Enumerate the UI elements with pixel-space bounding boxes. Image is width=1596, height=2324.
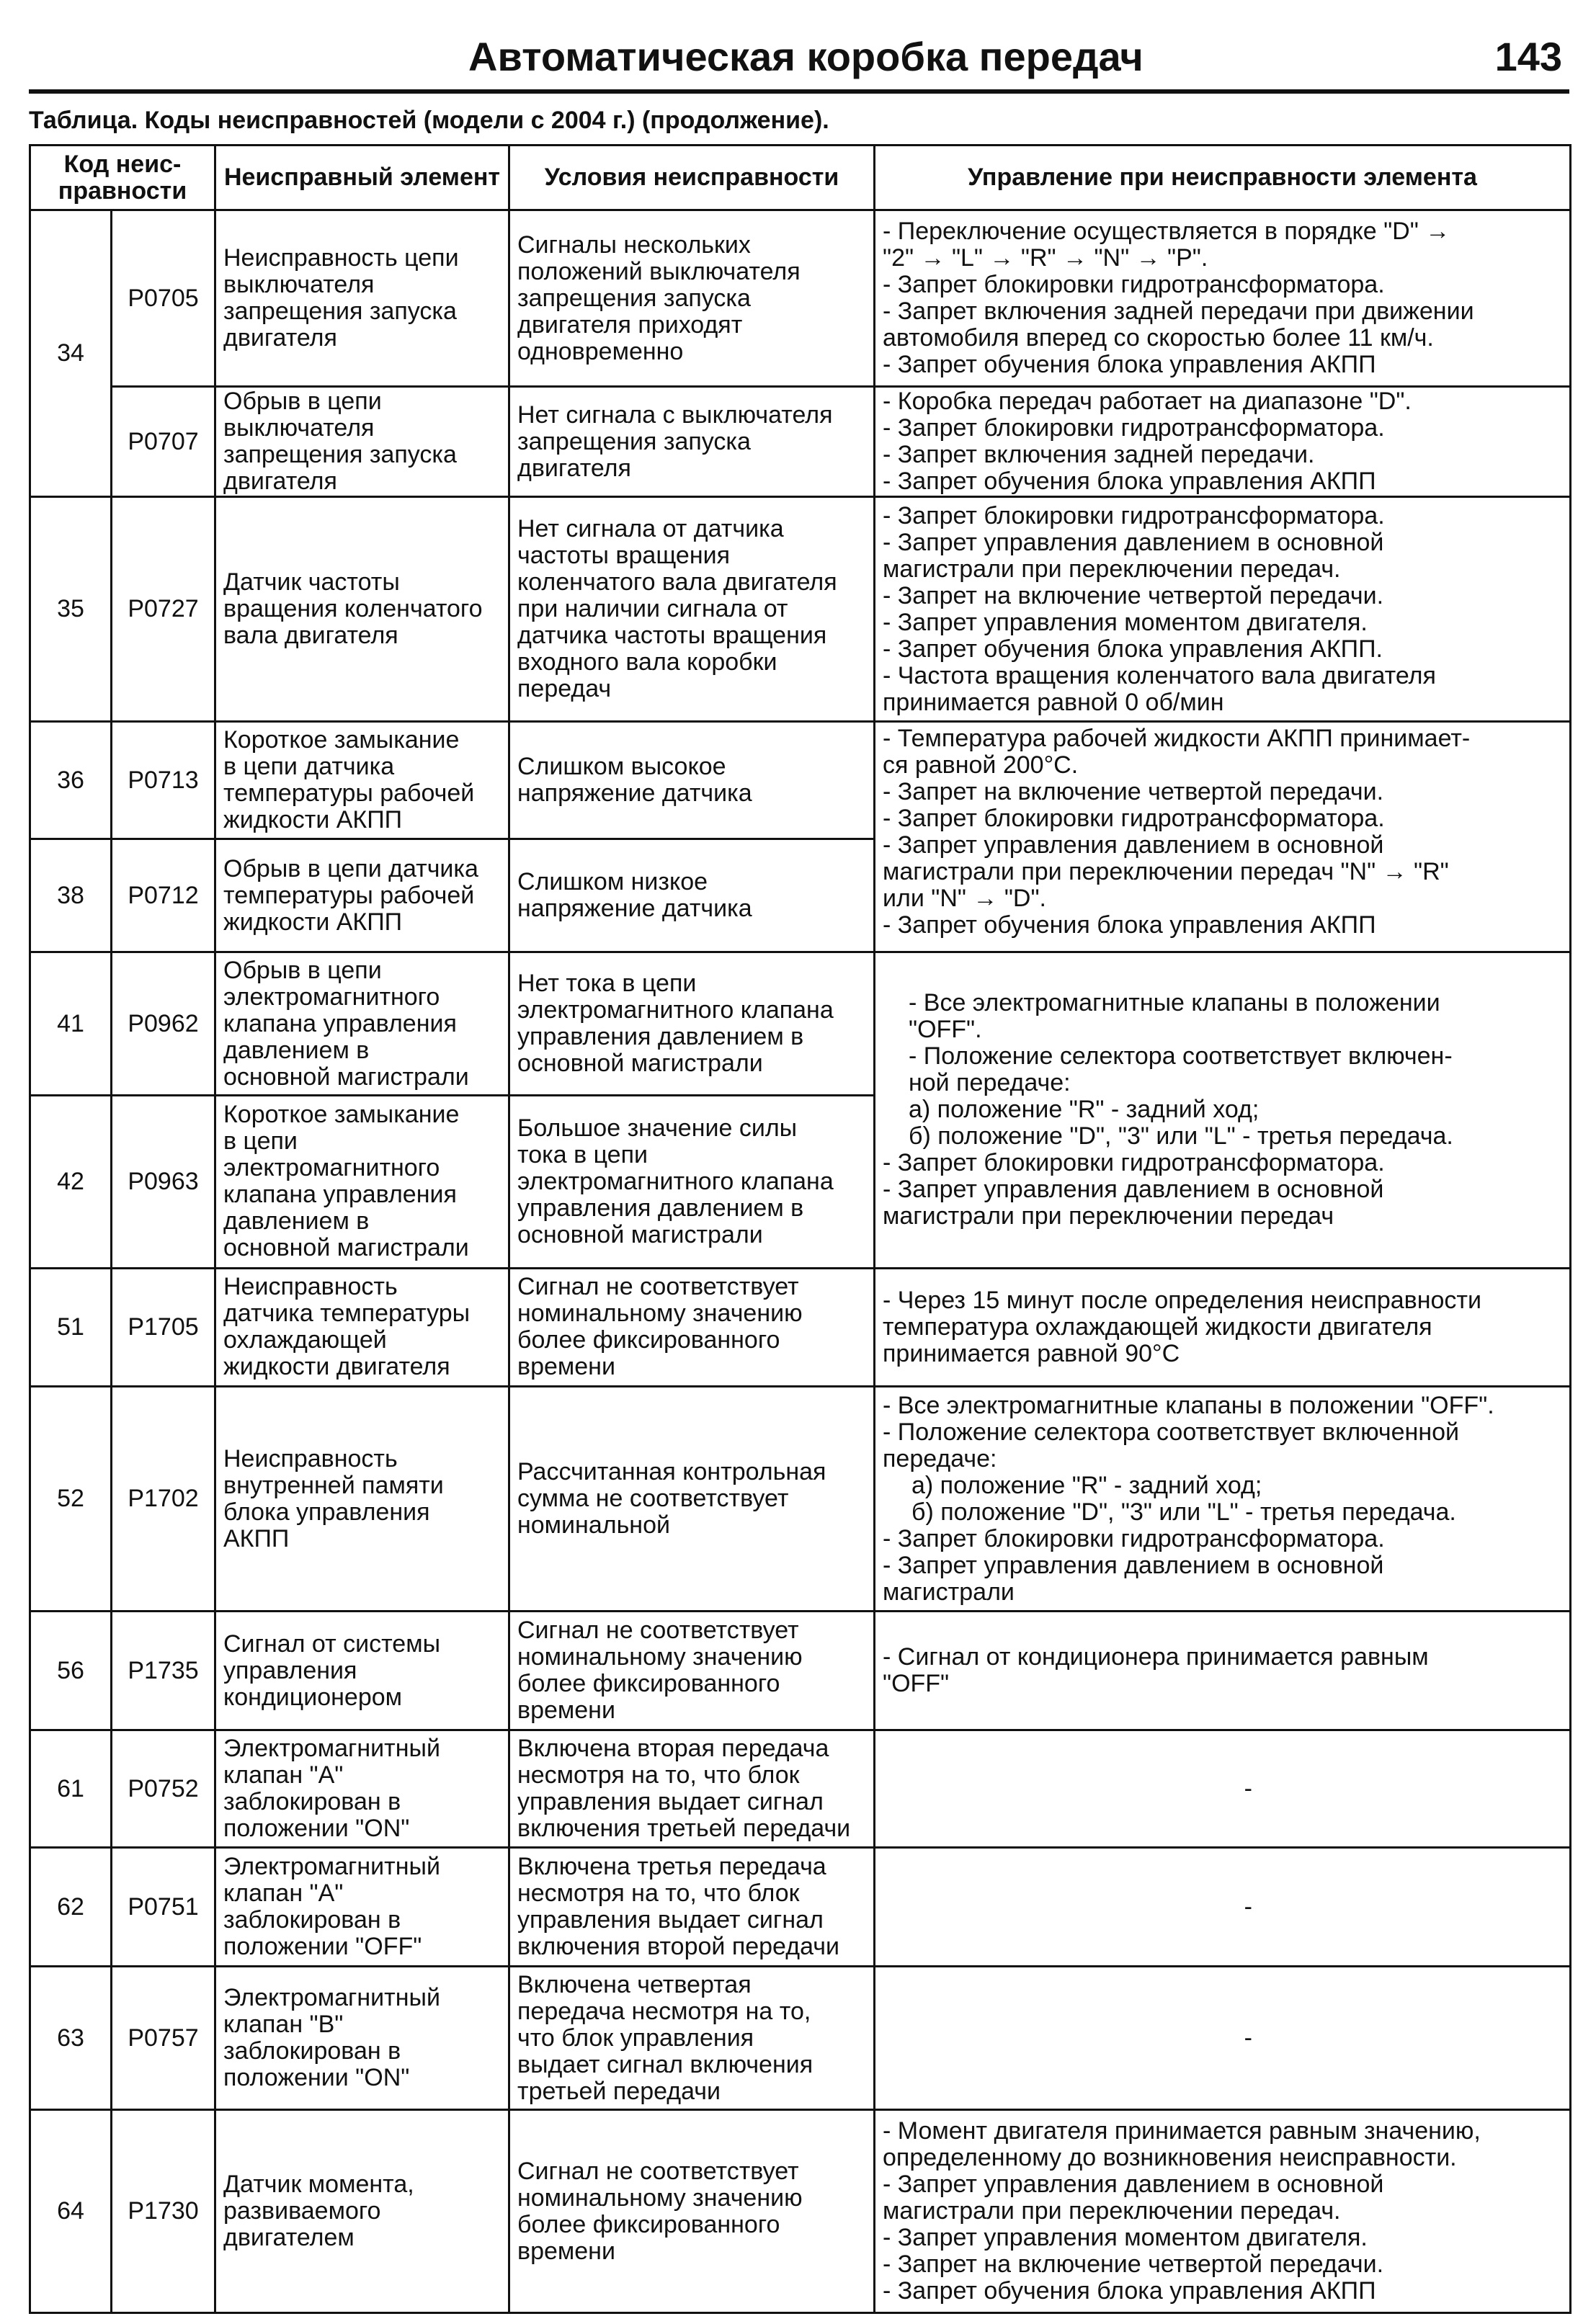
- fault-control: [875, 722, 1571, 952]
- fault-control: [875, 1848, 1571, 1967]
- cell-line: - Запрет управления давлением в основной: [883, 831, 1384, 859]
- cell-line: вала двигателя: [223, 622, 398, 650]
- cell-line: - Запрет блокировки гидротрансформатора.: [883, 1524, 1385, 1552]
- fault-element: [215, 1096, 509, 1268]
- cell-line: напряжение датчика: [517, 779, 752, 808]
- cell-line: - Запрет управления моментом двигателя.: [883, 2224, 1368, 2252]
- cell-line: включения третьей передачи: [517, 1815, 851, 1843]
- fault-code: P0752: [112, 1730, 215, 1848]
- cell-line: более фиксированного: [517, 2210, 780, 2238]
- fault-code: P1702: [112, 1387, 215, 1612]
- fault-element: [215, 2110, 509, 2313]
- fault-code: P0963: [112, 1096, 215, 1268]
- cell-line: - Все электромагнитные клапаны в положении: [909, 989, 1440, 1017]
- cell-line: управления: [223, 1656, 357, 1684]
- row-number: 35: [30, 497, 112, 722]
- cell-line: Слишком высокое: [517, 753, 726, 781]
- fault-element: [215, 1967, 509, 2110]
- fault-conditions: [509, 952, 875, 1095]
- cell-line: давлением в: [223, 1207, 370, 1235]
- table-row: [30, 2110, 1571, 2313]
- cell-line: клапана управления: [223, 1181, 457, 1209]
- cell-line: -: [1244, 1774, 1252, 1802]
- fault-codes-table: [29, 144, 1572, 2314]
- fault-code: P0707: [112, 387, 215, 497]
- fault-conditions: [509, 1612, 875, 1730]
- page-header: [29, 29, 1569, 88]
- fault-element: [215, 1730, 509, 1848]
- cell-line: двигателя приходят: [517, 310, 743, 339]
- cell-line: - Температура рабочей жидкости АКПП принимает-: [883, 725, 1471, 753]
- cell-line: - Запрет управления моментом двигателя.: [883, 608, 1368, 636]
- cell-line: Короткое замыкание: [223, 726, 460, 754]
- fault-element: [215, 497, 509, 722]
- cell-line: Включена вторая передача: [517, 1735, 829, 1763]
- cell-line: входного вала коробки: [517, 648, 777, 676]
- table-row: [30, 387, 1571, 497]
- fault-conditions: [509, 497, 875, 722]
- fault-conditions: [509, 210, 875, 387]
- cell-line: Обрыв в цепи: [223, 956, 382, 984]
- fault-control: [875, 387, 1571, 497]
- table-row: [30, 210, 1571, 387]
- fault-code: P0751: [112, 1848, 215, 1967]
- cell-line: при наличии сигнала от: [517, 595, 788, 623]
- cell-line: автомобиля вперед со скоростью более 11 км/ч.: [883, 324, 1434, 352]
- cell-line: управления давлением в: [517, 1023, 804, 1051]
- cell-line: несмотря на то, что блок: [517, 1761, 800, 1789]
- fault-element: [215, 1848, 509, 1967]
- cell-line: - Сигнал от кондиционера принимается равным: [883, 1643, 1429, 1671]
- cell-line: номинальному значению: [517, 1643, 803, 1671]
- fault-conditions: [509, 387, 875, 497]
- header-control: Управление при неисправности элемента: [875, 146, 1571, 210]
- fault-code: P1730: [112, 2110, 215, 2313]
- cell-line: - Запрет обучения блока управления АКПП: [883, 911, 1376, 939]
- fault-code: P0962: [112, 952, 215, 1095]
- row-number: 63: [30, 1967, 112, 2110]
- cell-line: - Положение селектора соответствует включен-: [909, 1042, 1453, 1071]
- cell-line: Большое значение силы: [517, 1114, 798, 1142]
- cell-line: - Запрет блокировки гидротрансформатора.: [883, 501, 1385, 529]
- cell-line: - Запрет управления давлением в основной: [883, 528, 1384, 556]
- cell-line: - Запрет на включение четвертой передачи.: [883, 2251, 1384, 2279]
- cell-line: основной магистрали: [223, 1063, 469, 1091]
- fault-code: P0727: [112, 497, 215, 722]
- cell-line: положений выключателя: [517, 257, 801, 285]
- cell-line: тока в цепи: [517, 1140, 648, 1168]
- cell-line: - Положение селектора соответствует включенной: [883, 1418, 1460, 1446]
- fault-element: [215, 722, 509, 839]
- cell-line: запрещения запуска: [517, 427, 751, 455]
- table-row: [30, 1612, 1571, 1730]
- cell-line: времени: [517, 2237, 615, 2265]
- row-number: 41: [30, 952, 112, 1095]
- cell-line: двигателя: [223, 324, 337, 352]
- fault-control: [875, 1612, 1571, 1730]
- fault-control: [875, 1268, 1571, 1387]
- cell-line: - Все электромагнитные клапаны в положении "OFF".: [883, 1391, 1494, 1419]
- cell-line: температуры рабочей: [223, 779, 475, 808]
- fault-element: [215, 1387, 509, 1612]
- cell-line: - Запрет блокировки гидротрансформатора.: [883, 805, 1385, 833]
- cell-line: одновременно: [517, 337, 684, 365]
- cell-line: - Запрет блокировки гидротрансформатора.: [883, 271, 1385, 299]
- row-number: 52: [30, 1387, 112, 1612]
- fault-element: [215, 952, 509, 1095]
- table-row: [30, 952, 1571, 1095]
- cell-line: Рассчитанная контрольная: [517, 1458, 826, 1486]
- cell-line: охлаждающей: [223, 1326, 387, 1354]
- cell-line: передача несмотря на то,: [517, 1997, 811, 2025]
- row-number: 56: [30, 1612, 112, 1730]
- cell-line: Обрыв в цепи: [223, 388, 382, 416]
- fault-element: [215, 1612, 509, 1730]
- fault-element: [215, 839, 509, 952]
- cell-line: основной магистрали: [517, 1220, 763, 1248]
- cell-line: вращения коленчатого: [223, 595, 483, 623]
- row-number: 42: [30, 1096, 112, 1268]
- cell-line: Электромагнитный: [223, 1735, 440, 1763]
- cell-line: заблокирован в: [223, 2037, 401, 2065]
- cell-line: Слишком низкое: [517, 868, 708, 895]
- cell-line: жидкости двигателя: [223, 1353, 450, 1381]
- cell-line: более фиксированного: [517, 1670, 780, 1698]
- cell-line: Сигнал не соответствует: [517, 1617, 799, 1645]
- fault-code: P1705: [112, 1268, 215, 1387]
- fault-code: P0713: [112, 722, 215, 839]
- fault-code: P0712: [112, 839, 215, 952]
- cell-line: запрещения запуска: [223, 441, 457, 469]
- cell-line: основной магистрали: [517, 1050, 763, 1078]
- cell-line: а) положение "R" - задний ход;: [909, 1096, 1260, 1124]
- cell-line: Нет сигнала от датчика: [517, 515, 784, 543]
- table-header-row: [30, 146, 1571, 210]
- cell-line: температуры рабочей: [223, 881, 475, 909]
- cell-line: развиваемого: [223, 2197, 381, 2225]
- cell-line: ной передаче:: [909, 1069, 1071, 1097]
- cell-line: Неисправность: [223, 1273, 398, 1301]
- cell-line: номинальной: [517, 1511, 670, 1539]
- cell-line: времени: [517, 1353, 615, 1381]
- cell-line: выдает сигнал включения: [517, 2050, 813, 2078]
- fault-code: P0757: [112, 1967, 215, 2110]
- cell-line: Сигнал не соответствует: [517, 2157, 799, 2185]
- fault-element: [215, 210, 509, 387]
- cell-line: давлением в: [223, 1036, 370, 1064]
- cell-line: магистрали при переключении передач: [883, 1202, 1334, 1230]
- cell-line: Датчик момента,: [223, 2171, 414, 2199]
- cell-line: передач: [517, 675, 612, 703]
- cell-line: Электромагнитный: [223, 1984, 440, 2012]
- cell-line: заблокирован в: [223, 1906, 401, 1934]
- cell-line: - Момент двигателя принимается равным значению,: [883, 2117, 1481, 2145]
- cell-line: - Коробка передач работает на диапазоне "D".: [883, 388, 1412, 416]
- cell-line: электромагнитного клапана: [517, 996, 834, 1024]
- fault-conditions: [509, 2110, 875, 2313]
- cell-line: что блок управления: [517, 2024, 754, 2052]
- cell-line: "2" → "L" → "R" → "N" → "P".: [883, 244, 1208, 272]
- cell-line: Датчик частоты: [223, 568, 400, 596]
- cell-line: электромагнитного клапана: [517, 1167, 834, 1195]
- fault-conditions: [509, 1096, 875, 1268]
- cell-line: магистрали при переключении передач "N" → "R": [883, 858, 1449, 886]
- cell-line: принимается равной 0 об/мин: [883, 688, 1224, 716]
- cell-line: запрещения запуска: [517, 284, 751, 312]
- fault-code: P1735: [112, 1612, 215, 1730]
- cell-line: - Запрет обучения блока управления АКПП.: [883, 635, 1383, 663]
- cell-line: электромагнитного: [223, 1154, 440, 1182]
- fault-element: [215, 387, 509, 497]
- cell-line: блока управления: [223, 1498, 430, 1526]
- row-number: 36: [30, 722, 112, 839]
- cell-line: третьей передачи: [517, 2077, 721, 2105]
- cell-line: положении "ON": [223, 1815, 410, 1843]
- fault-control: [875, 2110, 1571, 2313]
- fault-control: [875, 210, 1571, 387]
- cell-line: Сигнал не соответствует: [517, 1273, 799, 1301]
- row-number: 51: [30, 1268, 112, 1387]
- table-caption: Таблица. Коды неисправностей (модели с 2004 г.) (продолжение).: [29, 107, 829, 134]
- cell-line: -: [1244, 2024, 1252, 2052]
- cell-line: клапан "A": [223, 1880, 344, 1908]
- cell-line: - Запрет обучения блока управления АКПП: [883, 468, 1376, 496]
- cell-line: номинальному значению: [517, 1300, 803, 1328]
- table-row: [30, 1848, 1571, 1967]
- cell-line: заблокирован в: [223, 1788, 401, 1816]
- cell-line: выключателя: [223, 414, 375, 442]
- fault-conditions: [509, 722, 875, 839]
- cell-line: управления выдает сигнал: [517, 1906, 824, 1934]
- cell-line: принимается равной 90°C: [883, 1339, 1180, 1367]
- cell-line: Включена четвертая: [517, 1970, 752, 1998]
- fault-conditions: [509, 1730, 875, 1848]
- fault-code: P0705: [112, 210, 215, 387]
- cell-line: клапана управления: [223, 1009, 457, 1037]
- cell-line: в цепи датчика: [223, 753, 395, 781]
- cell-line: магистрали при переключении передач.: [883, 2197, 1341, 2225]
- cell-line: напряжение датчика: [517, 895, 752, 922]
- cell-line: -: [1244, 1892, 1252, 1921]
- row-number: 61: [30, 1730, 112, 1848]
- header-rule: [29, 89, 1569, 94]
- cell-line: - Запрет на включение четвертой передачи.: [883, 778, 1384, 806]
- cell-line: Обрыв в цепи датчика: [223, 854, 478, 882]
- table-row: [30, 1967, 1571, 2110]
- cell-line: датчика частоты вращения: [517, 622, 827, 650]
- cell-line: двигателя: [517, 454, 631, 482]
- cell-line: времени: [517, 1697, 615, 1725]
- cell-line: двигателем: [223, 2224, 355, 2252]
- cell-line: запрещения запуска: [223, 298, 457, 326]
- cell-line: - Частота вращения коленчатого вала двигателя: [883, 661, 1436, 689]
- cell-line: - Запрет управления давлением в основной: [883, 1551, 1384, 1579]
- table-row: [30, 497, 1571, 722]
- cell-line: Включена третья передача: [517, 1853, 826, 1881]
- cell-line: а) положение "R" - задний ход;: [911, 1471, 1262, 1499]
- cell-line: - Запрет блокировки гидротрансформатора.: [883, 414, 1385, 442]
- fault-conditions: [509, 1967, 875, 2110]
- cell-line: коленчатого вала двигателя: [517, 568, 837, 596]
- cell-line: АКПП: [223, 1524, 290, 1552]
- cell-line: - Запрет управления давлением в основной: [883, 1176, 1384, 1204]
- cell-line: Электромагнитный: [223, 1853, 440, 1881]
- cell-line: положении "OFF": [223, 1933, 422, 1961]
- fault-element: [215, 1268, 509, 1387]
- cell-line: б) положение "D", "3" или "L" - третья передача.: [909, 1122, 1453, 1150]
- cell-line: - Запрет обучения блока управления АКПП: [883, 2277, 1376, 2305]
- cell-line: Сигнал от системы: [223, 1630, 441, 1658]
- row-number: 62: [30, 1848, 112, 1967]
- cell-line: - Через 15 минут после определения неисправности: [883, 1286, 1481, 1314]
- cell-line: клапан "B": [223, 2011, 344, 2039]
- fault-control: [875, 1387, 1571, 1612]
- cell-line: - Запрет блокировки гидротрансформатора.: [883, 1149, 1385, 1177]
- cell-line: внутренней памяти: [223, 1471, 444, 1499]
- table-row: [30, 1387, 1571, 1612]
- table-row: [30, 1268, 1571, 1387]
- fault-control: [875, 1730, 1571, 1848]
- cell-line: б) положение "D", "3" или "L" - третья передача.: [911, 1498, 1456, 1526]
- row-number: 64: [30, 2110, 112, 2313]
- cell-line: ся равной 200°C.: [883, 751, 1079, 779]
- cell-line: управления давлением в: [517, 1194, 804, 1222]
- cell-line: электромагнитного: [223, 983, 440, 1011]
- cell-line: передаче:: [883, 1444, 997, 1472]
- cell-line: Короткое замыкание: [223, 1101, 460, 1129]
- fault-conditions: [509, 839, 875, 952]
- cell-line: кондиционером: [223, 1683, 403, 1711]
- cell-line: - Запрет включения задней передачи.: [883, 441, 1315, 469]
- cell-line: или "N" → "D".: [883, 885, 1046, 913]
- cell-line: сумма не соответствует: [517, 1485, 789, 1513]
- cell-line: управления выдает сигнал: [517, 1788, 824, 1816]
- cell-line: Сигналы нескольких: [517, 231, 751, 259]
- cell-line: несмотря на то, что блок: [517, 1880, 800, 1908]
- page-number: 143: [1494, 34, 1562, 79]
- fault-control: [875, 497, 1571, 722]
- cell-line: "OFF".: [909, 1016, 982, 1044]
- table-row: [30, 1730, 1571, 1848]
- page-title: Автоматическая коробка передач: [468, 34, 1143, 79]
- cell-line: "OFF": [883, 1670, 950, 1698]
- cell-line: двигателя: [223, 468, 337, 496]
- header-code: Код неис-правности: [30, 146, 215, 210]
- cell-line: Нет сигнала с выключателя: [517, 401, 833, 429]
- cell-line: жидкости АКПП: [223, 806, 403, 834]
- table-row: [30, 722, 1571, 839]
- row-number: 34: [30, 210, 112, 497]
- cell-line: более фиксированного: [517, 1326, 780, 1354]
- cell-line: жидкости АКПП: [223, 908, 403, 936]
- cell-line: Нет тока в цепи: [517, 970, 697, 998]
- cell-line: частоты вращения: [517, 542, 730, 570]
- cell-line: основной магистрали: [223, 1234, 469, 1262]
- cell-line: выключателя: [223, 271, 375, 299]
- cell-line: номинальному значению: [517, 2184, 803, 2212]
- fault-conditions: [509, 1268, 875, 1387]
- cell-line: - Запрет обучения блока управления АКПП: [883, 351, 1376, 379]
- header-conditions: Условия неисправности: [509, 146, 875, 210]
- header-element: Неисправный элемент: [215, 146, 509, 210]
- fault-control: [875, 952, 1571, 1268]
- cell-line: клапан "A": [223, 1761, 344, 1789]
- cell-line: магистрали при переключении передач.: [883, 555, 1341, 583]
- cell-line: - Запрет управления давлением в основной: [883, 2171, 1384, 2199]
- fault-control: [875, 1967, 1571, 2110]
- cell-line: определенному до возникновения неисправности.: [883, 2144, 1457, 2172]
- cell-line: - Запрет включения задней передачи при движении: [883, 298, 1474, 326]
- cell-line: положении "ON": [223, 2064, 410, 2092]
- cell-line: магистрали: [883, 1578, 1015, 1606]
- fault-conditions: [509, 1848, 875, 1967]
- cell-line: Неисправность: [223, 1444, 398, 1472]
- row-number: 38: [30, 839, 112, 952]
- cell-line: в цепи: [223, 1127, 298, 1156]
- cell-line: датчика температуры: [223, 1300, 471, 1328]
- cell-line: - Переключение осуществляется в порядке "D" →: [883, 218, 1450, 246]
- cell-line: включения второй передачи: [517, 1933, 839, 1961]
- cell-line: температура охлаждающей жидкости двигателя: [883, 1313, 1432, 1341]
- fault-conditions: [509, 1387, 875, 1612]
- cell-line: Неисправность цепи: [223, 244, 459, 272]
- cell-line: - Запрет на включение четвертой передачи.: [883, 581, 1384, 609]
